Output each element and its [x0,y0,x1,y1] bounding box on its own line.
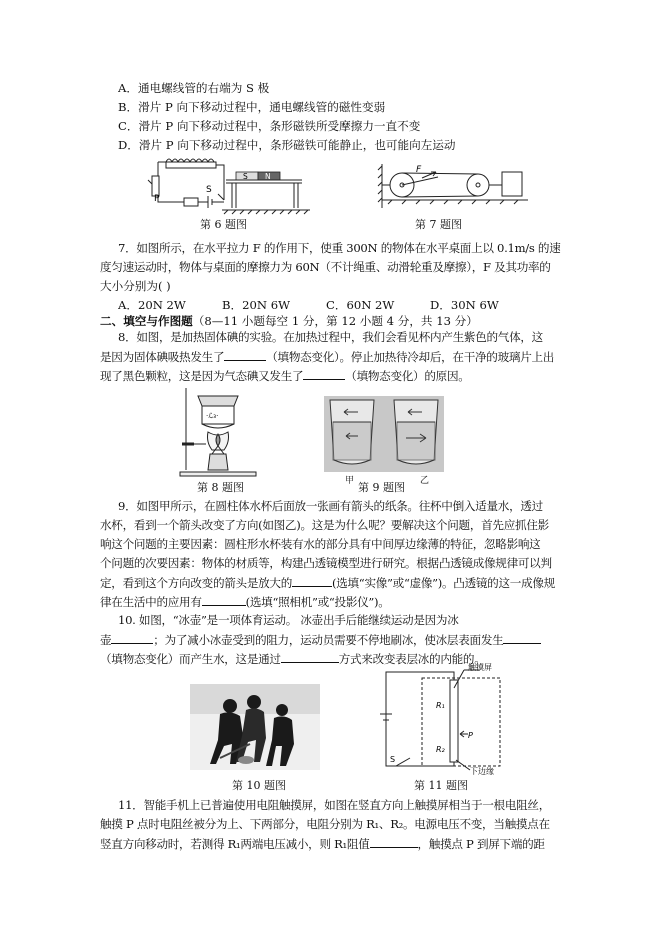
q7-option-d: D．30N 6W [430,298,499,312]
q9-line-4: 个问题的次要因素：物体的材质等，构建凸透镜模型进行研究。根据凸透镜成像规律可以判 [100,556,552,570]
q9-line-5-text-a: 定，看到这个方向改变的箭头是放大的 [100,576,292,590]
q7-line-1: 7．如图所示，在水平拉力 F 的作用下，使重 300N 的物体在水平桌面上以 0.1m/s 的速 [118,241,561,255]
fig7-label-f: F [416,165,422,175]
figure-10-curling-photo [190,684,320,770]
q10-line-3-text-a: （填物态变化）而产生水，这是通过 [100,652,281,666]
fig11-label-bottom: 下边缘 [470,767,494,776]
q9-line-3: 响这个问题的主要因素：圆柱形水杯装有水的部分具有中间厚边缘薄的特征，忽略影响这 [100,537,541,551]
figure-9-diagram [324,396,444,472]
q8-line-3-text-a: 现了黑色颗粒，这是因为气态碘又发生了 [100,369,304,383]
q9-line-6 [100,592,570,612]
figure-9-caption: 第 9 题图 [358,481,405,494]
q9-line-1: 9．如图甲所示，在圆柱体水杯后面放一张画有箭头的纸条。往杯中倒入适量水，透过 [118,499,543,513]
q9-line-6-text-b: (选填“照相机”或“投影仪”)。 [245,595,390,609]
fig11-label-r1: R₁ [436,701,445,710]
q11-line-1: 11．智能手机上已普遍使用电阻触摸屏，如图在竖直方向上触摸屏相当于一根电阻丝， [118,798,551,812]
q6-option-b: B．滑片 P 向下移动过程中，通电螺线管的磁性变弱 [118,100,386,114]
q10-line-1: 10. 如图，“冰壶”是一项体育运动。 冰壶出手后能继续运动是因为冰 [118,613,459,627]
figure-11-caption: 第 11 题图 [414,779,468,792]
q8-line-2 [100,347,570,367]
q6-option-a: A．通电螺线管的右端为 S 极 [118,81,270,95]
fig6-label-s: S [206,185,212,195]
figure-8-diagram [178,384,258,478]
q8-line-3 [100,366,570,386]
q6-option-c: C．滑片 P 向下移动过程中，条形磁铁所受摩擦力一直不变 [118,119,421,133]
figure-9-label-jia: 甲 [345,476,355,486]
q9-line-2: 水杯，看到一个箭头改变了方向(如图乙)。这是为什么呢？要解决这个问题，首先应抓住影 [100,518,549,532]
q10-line-3-text-b: 方式来改变表层冰的内能的。 [338,652,486,666]
q11-line-2: 触摸 P 点时电阻丝被分为上、下两部分，电阻分别为 R₁、R₂。电源电压不变，当触摸点在 [100,817,550,831]
q11-blank-1[interactable] [370,834,418,848]
q10-blank-1[interactable] [111,630,153,644]
q8-line-2-text-b: （填物态变化）。停止加热待冷却后，在干净的玻璃片上出 [266,350,555,364]
q8-line-3-text-b: （填物态变化）的原因。 [345,369,470,383]
q9-line-5-text-b: (选填“实像”或“虚像”)。凸透镜的这一成像规 [332,576,555,590]
q7-line-2: 度匀速运动时，物体与桌面的摩擦力为 60N（不计绳重、动滑轮重及摩擦），F 及其功率的 [100,260,551,274]
q7-option-c: C．60N 2W [326,298,395,312]
figure-9-label-yi: 乙 [420,476,430,486]
fig6-magnet-n-label: N [265,172,271,181]
figure-6-diagram [144,154,314,216]
q9-line-5 [100,573,570,593]
figure-10-caption: 第 10 题图 [232,779,286,792]
section-2-note: （8—11 小题每空 1 分，第 12 小题 4 分，共 13 分） [192,314,478,328]
q9-blank-2[interactable] [202,592,246,606]
q10-line-2-text-a: 壶 [100,633,112,647]
figure-11-circuit [376,662,526,774]
q9-line-6-text-a: 律在生活中的应用有 [100,595,202,609]
fig11-label-r2: R₂ [436,745,445,754]
q7-option-b: B．20N 6W [222,298,290,312]
fig11-label-screen: 触摸屏 [468,663,492,672]
q7-option-a: A．20N 2W [118,298,186,312]
q10-line-2-text-b: ；为了减小冰壶受到的阻力，运动员需要不停地刷冰，使冰层表面发生 [153,633,504,647]
fig11-label-s: S [390,755,396,764]
q8-line-1: 8．如图，是加热固体碘的实验。在加热过程中，我们会看见杯内产生紫色的气体，这 [118,330,543,344]
figure-6-caption: 第 6 题图 [200,218,247,231]
q11-line-3-text-b: ，触摸点 P 到屏下端的距 [417,837,545,851]
q8-blank-1[interactable] [224,347,266,361]
fig6-magnet-s-label: S [243,172,248,181]
q10-blank-2[interactable] [503,630,541,644]
q11-line-3-text-a: 竖直方向移动时，若测得 R₁两端电压减小，则 R₁阻值 [100,837,370,851]
figure-8-caption: 第 8 题图 [197,481,244,494]
fig6-label-p: P [154,194,160,204]
q10-line-2 [100,630,570,650]
q10-blank-3[interactable] [281,649,339,663]
q8-line-2-text-a: 是因为固体碘吸热发生了 [100,350,225,364]
q11-line-3 [100,834,570,854]
fig8-container-mark: ·ℒ₃· [206,412,219,420]
q7-line-3: 大小分别为( ) [100,279,171,293]
q9-blank-1[interactable] [292,573,332,587]
q8-blank-2[interactable] [303,366,345,380]
figure-7-diagram [378,160,528,212]
section-2-title: 二、填空与作图题 [100,314,193,328]
figure-7-caption: 第 7 题图 [415,218,462,231]
q6-option-d: D．滑片 P 向下移动过程中，条形磁铁可能静止，也可能向左运动 [118,138,456,152]
fig11-label-p: P [468,731,473,740]
